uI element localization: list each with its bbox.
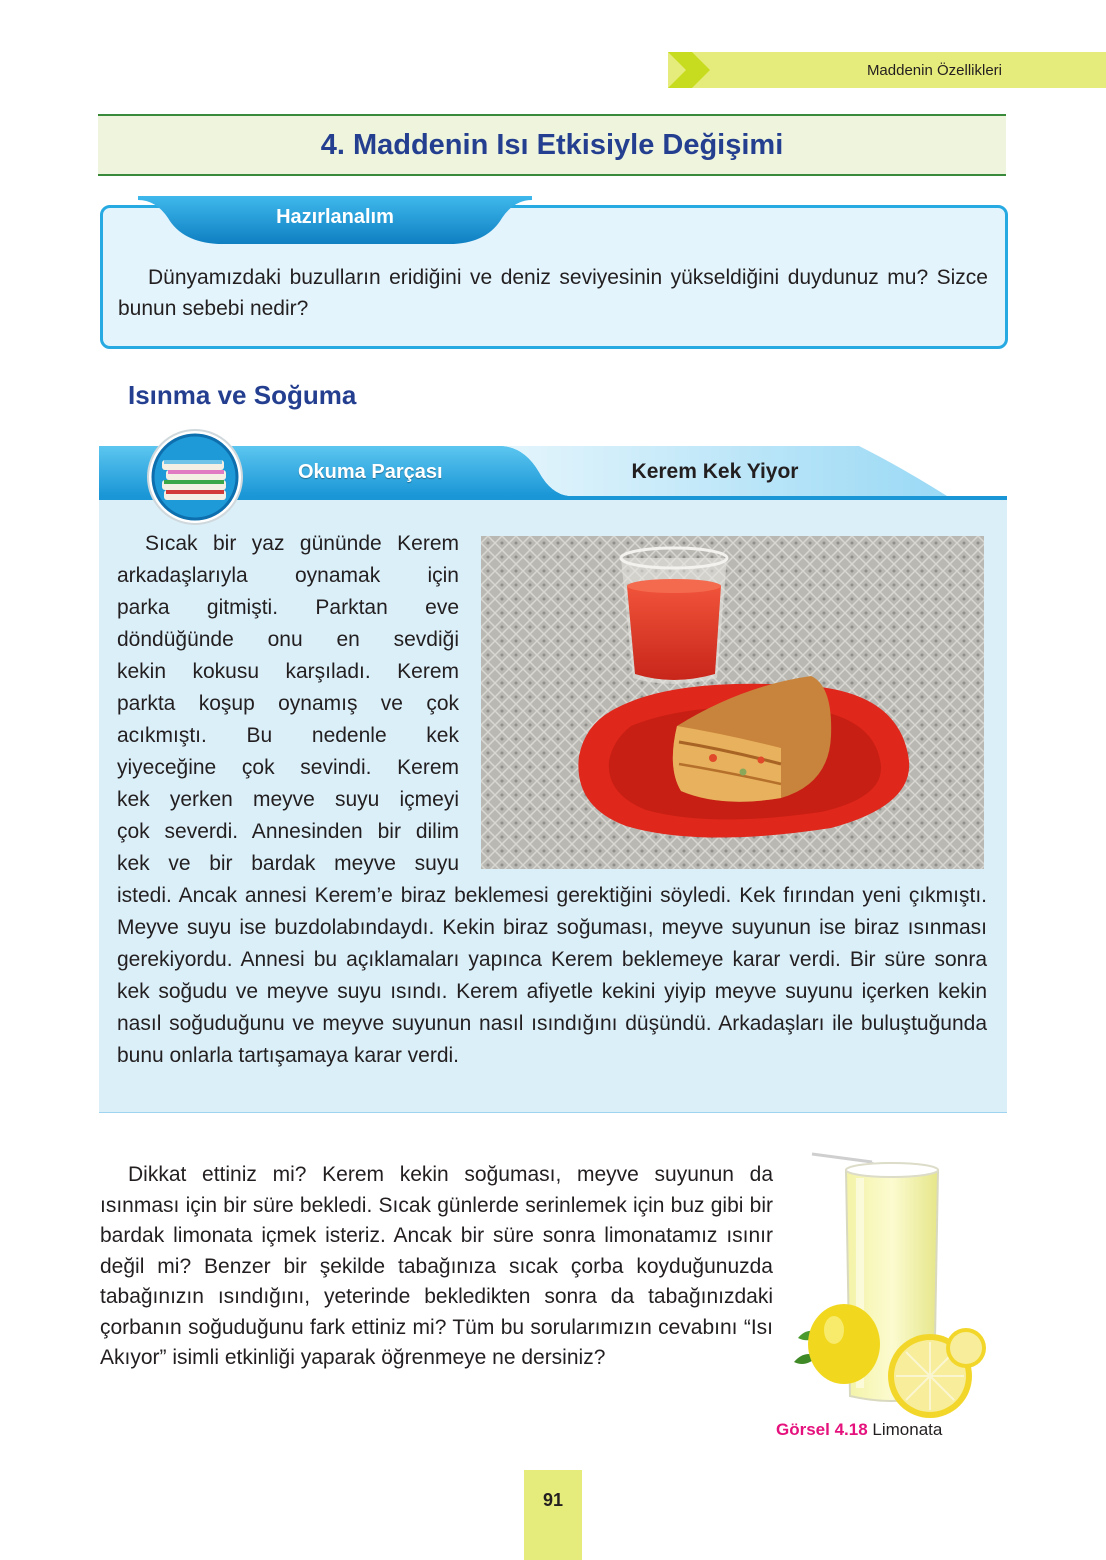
section-heading: Isınma ve Soğuma [128, 380, 357, 410]
story-line: kekin kokusu karşıladı. Kerem [117, 660, 459, 683]
chapter-label: Maddenin Özellikleri [866, 62, 1002, 79]
books-icon [146, 428, 244, 526]
prep-text: Dünyamızdaki buzulların eridiğini ve deniz seviyesinin yükseldiğini duydunuz mu? Sizce bunun sebebi nedir? [118, 266, 988, 320]
page-number: 91 [542, 1490, 564, 1510]
cake-and-juice-photo [481, 536, 984, 869]
reading-label: Okuma Parçası [298, 461, 443, 483]
story-line: kek yerken meyve suyu içmeyi [117, 788, 459, 811]
story-title: Kerem Kek Yiyor [631, 460, 799, 483]
story-text-bottom: istedi. Ancak annesi Kerem’e biraz beklemesi gerektiğini söyledi. Kek fırından yeni çıkmıştı. Meyve suyu ise buzdolabındaydı. Kekin biraz soğuması, meyve suyunun ise biraz ısınması gerekiyordu. Annesi bu açıklamaları yapınca Kerem beklemeye karar verdi. Bir süre sonra kek soğudu ve meyve suyu ısındı. Kerem afiyetle kekini yiyip meyve suyunu içerken kekin nasıl soğuduğunu ve meyve suyunun nasıl ısındığını düşündü. Arkadaşları ile buluştuğunda bunu onlarla tartışamaya karar verdi. [117, 884, 987, 1067]
prep-label: Hazırlanalım [276, 206, 394, 228]
figure-label: Görsel 4.18 [776, 1420, 868, 1439]
title-bar [98, 114, 1006, 176]
story-line: çok severdi. Annesinden bir dilim [117, 820, 459, 843]
story-line: döndüğünde onu en sevdiği [117, 628, 459, 651]
story-line: yiyeceğine çok sevindi. Kerem [117, 756, 459, 779]
story-line: parka gitmişti. Parktan eve [117, 596, 459, 619]
figure-caption-text: Limonata [872, 1420, 943, 1439]
story-text-top [117, 528, 459, 880]
story-line: parkta koşup oynamış ve çok [117, 692, 459, 715]
page-title: 4. Maddenin Isı Etkisiyle Değişimi [320, 129, 784, 161]
story-line: arkadaşlarıyla oynamak için [117, 564, 459, 587]
body-paragraph: Dikkat ettiniz mi? Kerem kekin soğuması, meyve suyunun da ısınması için bir süre bekledi. Sıcak günlerde serinlemek için buz gibi bir bardak limonata içmek isteriz. Ancak bir süre sonra limonatamız ısınır değil mi? Benzer bir şekilde tabağınıza sıcak çorba koyduğunuzda tabağınızın ısındığını, yeterinde bekledikten sonra da tabağınızdaki çorbanın soğuduğunu fark ettiniz mi? Tüm bu sorularımızın cevabını “Isı Akıyor” isimli etkinliği yaparak öğrenmeye ne dersiniz? [100, 1163, 773, 1369]
page-number-tab [524, 1470, 582, 1560]
story-line: acıkmıştı. Bu nedenle kek [117, 724, 459, 747]
lemonade-photo [786, 1148, 986, 1418]
story-line: Sıcak bir yaz gününde Kerem [145, 532, 459, 555]
figure-caption [776, 1420, 942, 1440]
story-line: kek ve bir bardak meyve suyu [117, 852, 459, 875]
